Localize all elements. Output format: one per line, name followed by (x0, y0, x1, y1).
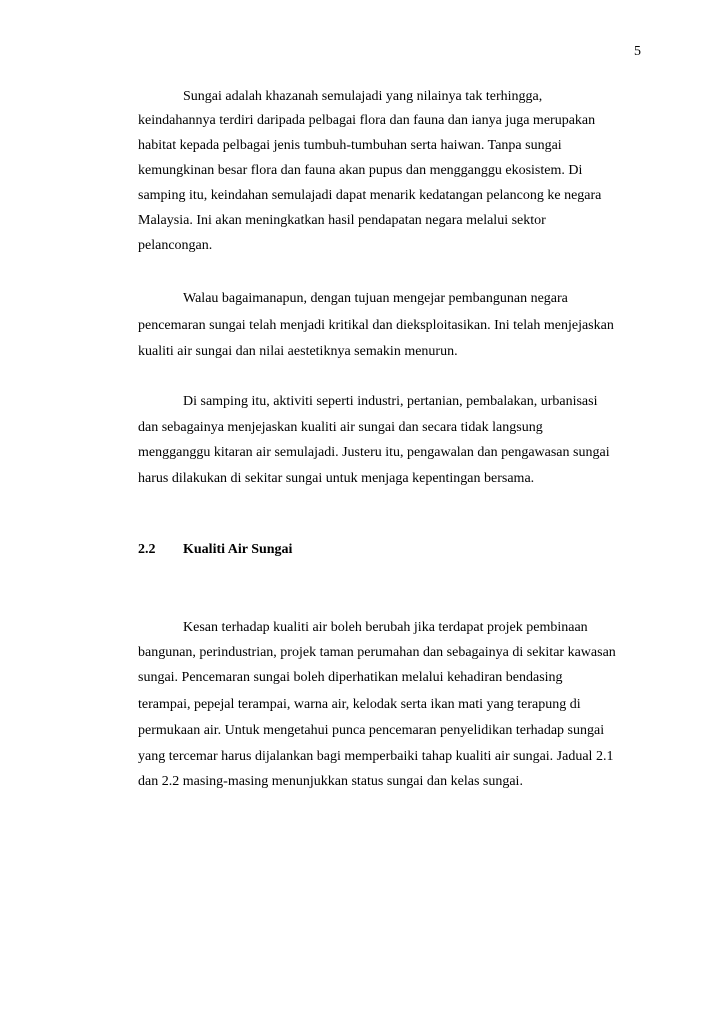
text-line: bangunan, perindustrian, projek taman perumahan dan sebagainya di sekitar kawasan (138, 645, 616, 660)
text-line: Kesan terhadap kualiti air boleh berubah jika terdapat projek pembinaan (183, 620, 588, 635)
text-line: permukaan air. Untuk mengetahui punca pencemaran penyelidikan terhadap sungai (138, 723, 605, 738)
text-line: pelancongan. (138, 238, 213, 253)
text-line: samping itu, keindahan semulajadi dapat menarik kedatangan pelancong ke negara (138, 188, 602, 203)
text-line: pencemaran sungai telah menjadi kritikal dan dieksploitasikan. Ini telah menjejaskan (138, 318, 614, 333)
text-line: Walau bagaimanapun, dengan tujuan mengejar pembangunan negara (183, 291, 568, 306)
text-line: habitat kepada pelbagai jenis tumbuh-tumbuhan serta haiwan. Tanpa sungai (138, 138, 562, 153)
text-line: Di samping itu, aktiviti seperti industri, pertanian, pembalakan, urbanisasi (183, 394, 598, 409)
text-line: dan 2.2 masing-masing menunjukkan status sungai dan kelas sungai. (138, 774, 523, 789)
text-line: yang tercemar harus dijalankan bagi memperbaiki tahap kualiti air sungai. Jadual 2.1 (138, 749, 614, 764)
section-number: 2.2 (138, 542, 156, 557)
text-line: keindahannya terdiri daripada pelbagai flora dan fauna dan ianya juga merupakan (138, 113, 596, 128)
text-line: mengganggu kitaran air semulajadi. Justeru itu, pengawalan dan pengawasan sungai (138, 445, 610, 460)
text-line: sungai. Pencemaran sungai boleh diperhatikan melalui kehadiran bendasing (138, 670, 563, 685)
page-number: 5 (634, 44, 641, 59)
text-line: terampai, pepejal terampai, warna air, kelodak serta ikan mati yang terapung di (138, 697, 581, 712)
text-line: kemungkinan besar flora dan fauna akan pupus dan mengganggu ekosistem. Di (138, 163, 583, 178)
text-line: dan sebagainya menjejaskan kualiti air sungai dan secara tidak langsung (138, 420, 543, 435)
text-line: kualiti air sungai dan nilai aestetiknya semakin menurun. (138, 344, 458, 359)
text-line: Malaysia. Ini akan meningkatkan hasil pendapatan negara melalui sektor (138, 213, 546, 228)
text-line: harus dilakukan di sekitar sungai untuk menjaga kepentingan bersama. (138, 471, 535, 486)
section-title: Kualiti Air Sungai (183, 542, 293, 557)
text-line: Sungai adalah khazanah semulajadi yang nilainya tak terhingga, (183, 89, 543, 104)
